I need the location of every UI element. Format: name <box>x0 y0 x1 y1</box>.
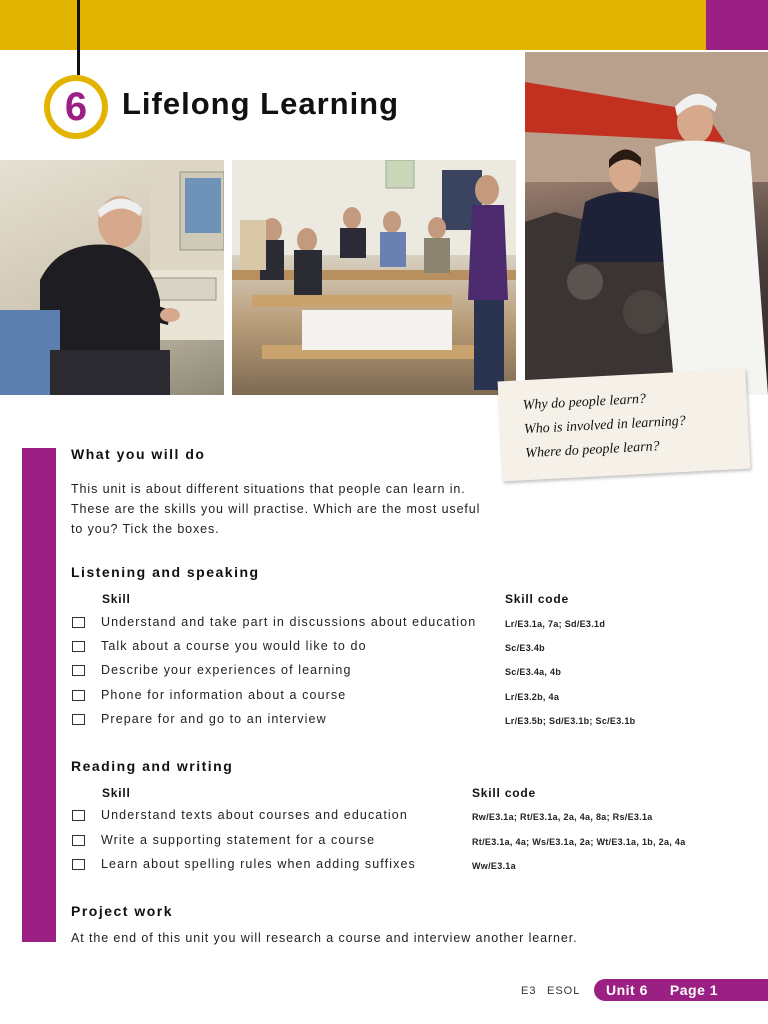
project-work-text: At the end of this unit you will research a course and interview another learner. <box>71 931 578 945</box>
footer-subject: ESOL <box>547 985 581 997</box>
skill-row <box>72 855 416 873</box>
skill-checkbox[interactable] <box>72 690 85 701</box>
classroom-students-photo <box>232 160 516 395</box>
unit-number-badge <box>44 75 108 139</box>
skill-code: Ww/E3.1a <box>472 861 516 871</box>
section-side-bar <box>22 448 56 942</box>
skill-row <box>72 710 327 728</box>
car-mechanics-lesson-photo <box>525 52 768 395</box>
intro-text <box>71 479 491 539</box>
skill-text: Understand and take part in discussions about education <box>101 615 477 629</box>
skill-row <box>72 831 375 849</box>
question-3: Where do people learn? <box>524 439 660 462</box>
skill-row <box>72 613 476 631</box>
skill-checkbox[interactable] <box>72 810 85 821</box>
skill-code: Rt/E3.1a, 4a; Ws/E3.1a, 2a; Wt/E3.1a, 1b, 2a, 4a <box>472 837 686 847</box>
footer-level: E3 <box>521 985 537 997</box>
skill-checkbox[interactable] <box>72 617 85 628</box>
listening-speaking-heading: Listening and speaking <box>71 564 260 580</box>
skill-text: Phone for information about a course <box>101 688 347 702</box>
page-title: Lifelong Learning <box>122 86 400 121</box>
footer-page-label: Page 1 <box>669 982 719 998</box>
skill-row <box>72 806 408 824</box>
skill-text: Understand texts about courses and education <box>101 808 408 822</box>
question-1: Why do people learn? <box>522 391 647 414</box>
skill-code: Lr/E3.1a, 7a; Sd/E3.1d <box>505 619 606 629</box>
skill-text: Learn about spelling rules when adding suffixes <box>101 857 416 871</box>
skill-code: Sc/E3.4a, 4b <box>505 667 562 677</box>
what-you-will-do-heading: What you will do <box>71 446 206 462</box>
skill-checkbox[interactable] <box>72 714 85 725</box>
discussion-questions-note <box>498 369 751 482</box>
skill-checkbox[interactable] <box>72 665 85 676</box>
skill-row <box>72 686 346 704</box>
skill-row <box>72 661 352 679</box>
project-work-heading: Project work <box>71 903 174 919</box>
skill-row <box>72 637 367 655</box>
header-yellow-band <box>0 0 706 50</box>
skill-code-column-header: Skill code <box>505 592 570 606</box>
skill-code: Rw/E3.1a; Rt/E3.1a, 2a, 4a, 8a; Rs/E3.1a <box>472 812 653 822</box>
skill-code: Lr/E3.2b, 4a <box>505 692 560 702</box>
skill-checkbox[interactable] <box>72 859 85 870</box>
skill-text: Describe your experiences of learning <box>101 663 352 677</box>
skill-column-header: Skill <box>102 786 131 800</box>
intro-line: to you? Tick the boxes. <box>71 522 220 536</box>
intro-line: These are the skills you will practise. Which are the most useful <box>71 502 481 516</box>
skill-code-column-header: Skill code <box>472 786 537 800</box>
elderly-learner-at-computer-photo <box>0 160 224 395</box>
skill-checkbox[interactable] <box>72 835 85 846</box>
unit-number: 6 <box>50 81 102 133</box>
skill-code: Lr/E3.5b; Sd/E3.1b; Sc/E3.1b <box>505 716 636 726</box>
unit-page-tab <box>594 979 768 1001</box>
header-vertical-rule <box>77 0 80 75</box>
question-2: Who is involved in learning? <box>523 413 687 438</box>
reading-writing-heading: Reading and writing <box>71 758 234 774</box>
skill-column-header: Skill <box>102 592 131 606</box>
footer-unit-label: Unit 6 <box>606 982 648 998</box>
skill-text: Talk about a course you would like to do <box>101 639 367 653</box>
skill-code: Sc/E3.4b <box>505 643 545 653</box>
intro-line: This unit is about different situations that people can learn in. <box>71 482 466 496</box>
skill-checkbox[interactable] <box>72 641 85 652</box>
header-purple-block <box>706 0 768 50</box>
skill-text: Prepare for and go to an interview <box>101 712 327 726</box>
skill-text: Write a supporting statement for a course <box>101 833 376 847</box>
